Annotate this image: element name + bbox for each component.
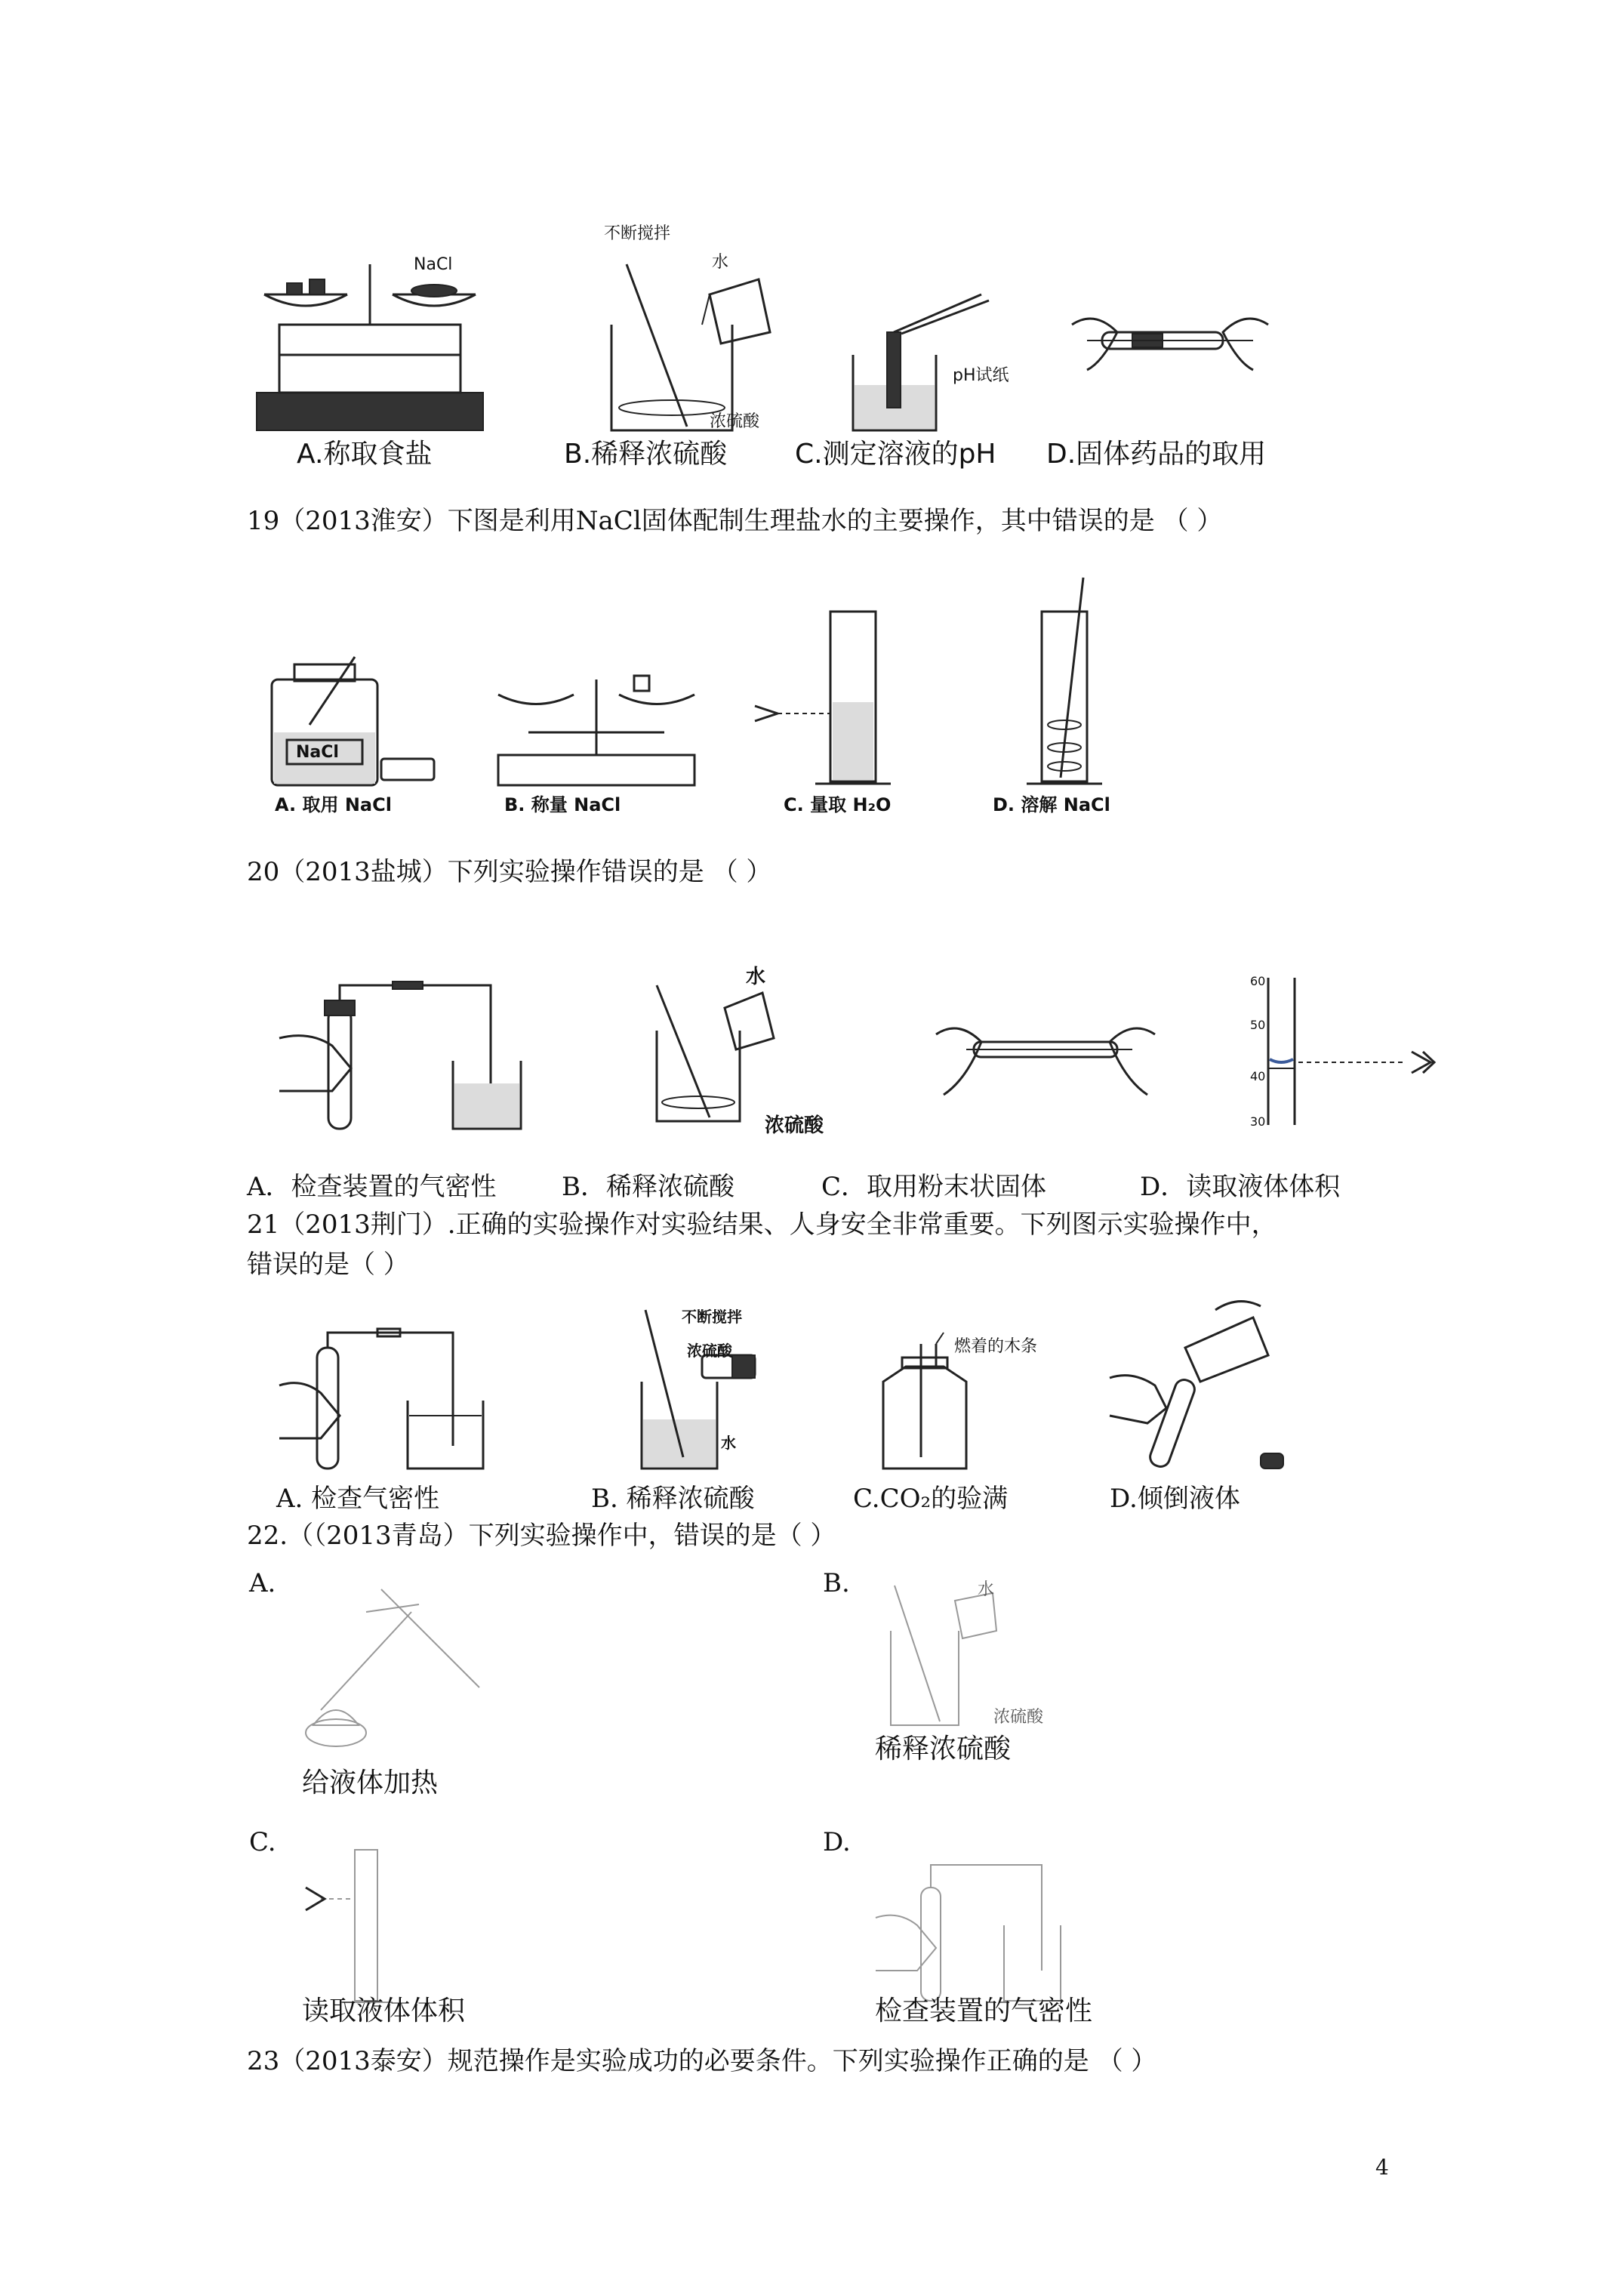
nacl-label: NaCl (414, 255, 453, 274)
tick-50: 50 (1250, 1018, 1266, 1032)
q20-water-label: 水 (746, 966, 766, 988)
tick-40: 40 (1250, 1069, 1266, 1083)
acid-label: 浓硫酸 (710, 412, 760, 431)
q22-stem: 22.（（2013青岛）下列实验操作中，错误的是（ ） (247, 1521, 836, 1551)
airtightness-check-q21-illustration (279, 1325, 498, 1476)
reading-volume-q22-illustration (302, 1842, 453, 2008)
dilution-q20-illustration (642, 978, 808, 1129)
solid-reagent-illustration (1057, 287, 1283, 408)
reagent-jar-illustration (264, 649, 445, 793)
q23-stem: 23（2013泰安）规范操作是实验成功的必要条件。下列实验操作正确的是 （ ） (247, 2046, 1157, 2076)
q21-stem-line1: 21（2013荆门）.正确的实验操作对实验结果、人身安全非常重要。下列图示实验操作中， (247, 1210, 1277, 1240)
pouring-liquid-illustration (1110, 1295, 1306, 1484)
q21-option-c: C.CO₂的验满 (853, 1484, 1009, 1514)
weighing-balance-illustration (483, 664, 710, 793)
q21-stem-line2: 错误的是（ ） (247, 1250, 409, 1280)
stir-label: 不断搅拌 (604, 224, 671, 243)
tick-30: 30 (1250, 1114, 1266, 1129)
q22-letter-a: A. (249, 1568, 276, 1598)
q22-water-label: 水 (978, 1580, 995, 1599)
reading-volume-cylinder-illustration (1238, 970, 1449, 1133)
top-caption-b: B.稀释浓硫酸 (564, 439, 728, 470)
water-label: 水 (712, 253, 729, 272)
page-number: 4 (1375, 2155, 1389, 2180)
balance-illustration (249, 242, 491, 445)
q19-caption-b: B. 称量 NaCl (504, 794, 621, 815)
q22-letter-d: D. (823, 1827, 851, 1857)
q22-caption-b: 稀释浓硫酸 (875, 1734, 1012, 1764)
q21-option-a: A. 检查气密性 (276, 1484, 440, 1514)
q20-option-a: A．检查装置的气密性 (247, 1172, 497, 1202)
q21-option-d: D.倾倒液体 (1110, 1484, 1240, 1514)
q22-letter-b: B. (823, 1568, 850, 1598)
ph-paper-label: pH试纸 (953, 366, 1009, 385)
q21-water-label: 水 (721, 1434, 736, 1452)
q19-caption-a: A. 取用 NaCl (275, 794, 392, 815)
top-caption-c: C.测定溶液的pH (795, 439, 996, 470)
heating-liquid-illustration (298, 1582, 502, 1752)
airtightness-q22-illustration (876, 1835, 1072, 2008)
q19-caption-d: D. 溶解 NaCl (993, 794, 1110, 815)
q22-caption-a: 给液体加热 (302, 1767, 439, 1798)
dilution-q21-illustration (627, 1306, 793, 1480)
q21-stir-label: 不断搅拌 (682, 1308, 742, 1326)
q20-option-d: D．读取液体体积 (1140, 1172, 1341, 1202)
measuring-cylinder-c-illustration (747, 604, 944, 793)
nacl-jar-label: NaCl (296, 743, 339, 762)
q20-option-b: B．稀释浓硫酸 (562, 1172, 735, 1202)
q19-caption-c: C. 量取 H₂O (784, 794, 892, 815)
dilution-illustration (596, 249, 793, 438)
q21-acid-label: 浓硫酸 (687, 1342, 732, 1360)
top-caption-d: D.固体药品的取用 (1046, 439, 1267, 470)
q21-option-b: B. 稀释浓硫酸 (591, 1484, 755, 1514)
q20-acid-label: 浓硫酸 (765, 1114, 824, 1137)
q22-caption-c: 读取液体体积 (302, 1996, 466, 2026)
q20-stem: 20（2013盐城）下列实验操作错误的是 （ ） (247, 857, 772, 887)
airtightness-check-a-illustration (279, 978, 528, 1140)
top-caption-a: A.称取食盐 (297, 439, 433, 470)
q19-stem: 19（2013淮安）下图是利用NaCl固体配制生理盐水的主要操作，其中错误的是 （ ） (247, 506, 1223, 536)
q21-burning-stick-label: 燃着的木条 (954, 1337, 1038, 1356)
q22-caption-d: 检查装置的气密性 (875, 1996, 1093, 2026)
powder-handling-illustration (929, 1012, 1163, 1125)
tick-60: 60 (1250, 974, 1266, 988)
dissolving-cylinder-illustration (1012, 574, 1163, 800)
q20-option-c: C．取用粉末状固体 (821, 1172, 1047, 1202)
q22-letter-c: C. (249, 1827, 276, 1857)
q22-acid-label: 浓硫酸 (993, 1708, 1044, 1727)
